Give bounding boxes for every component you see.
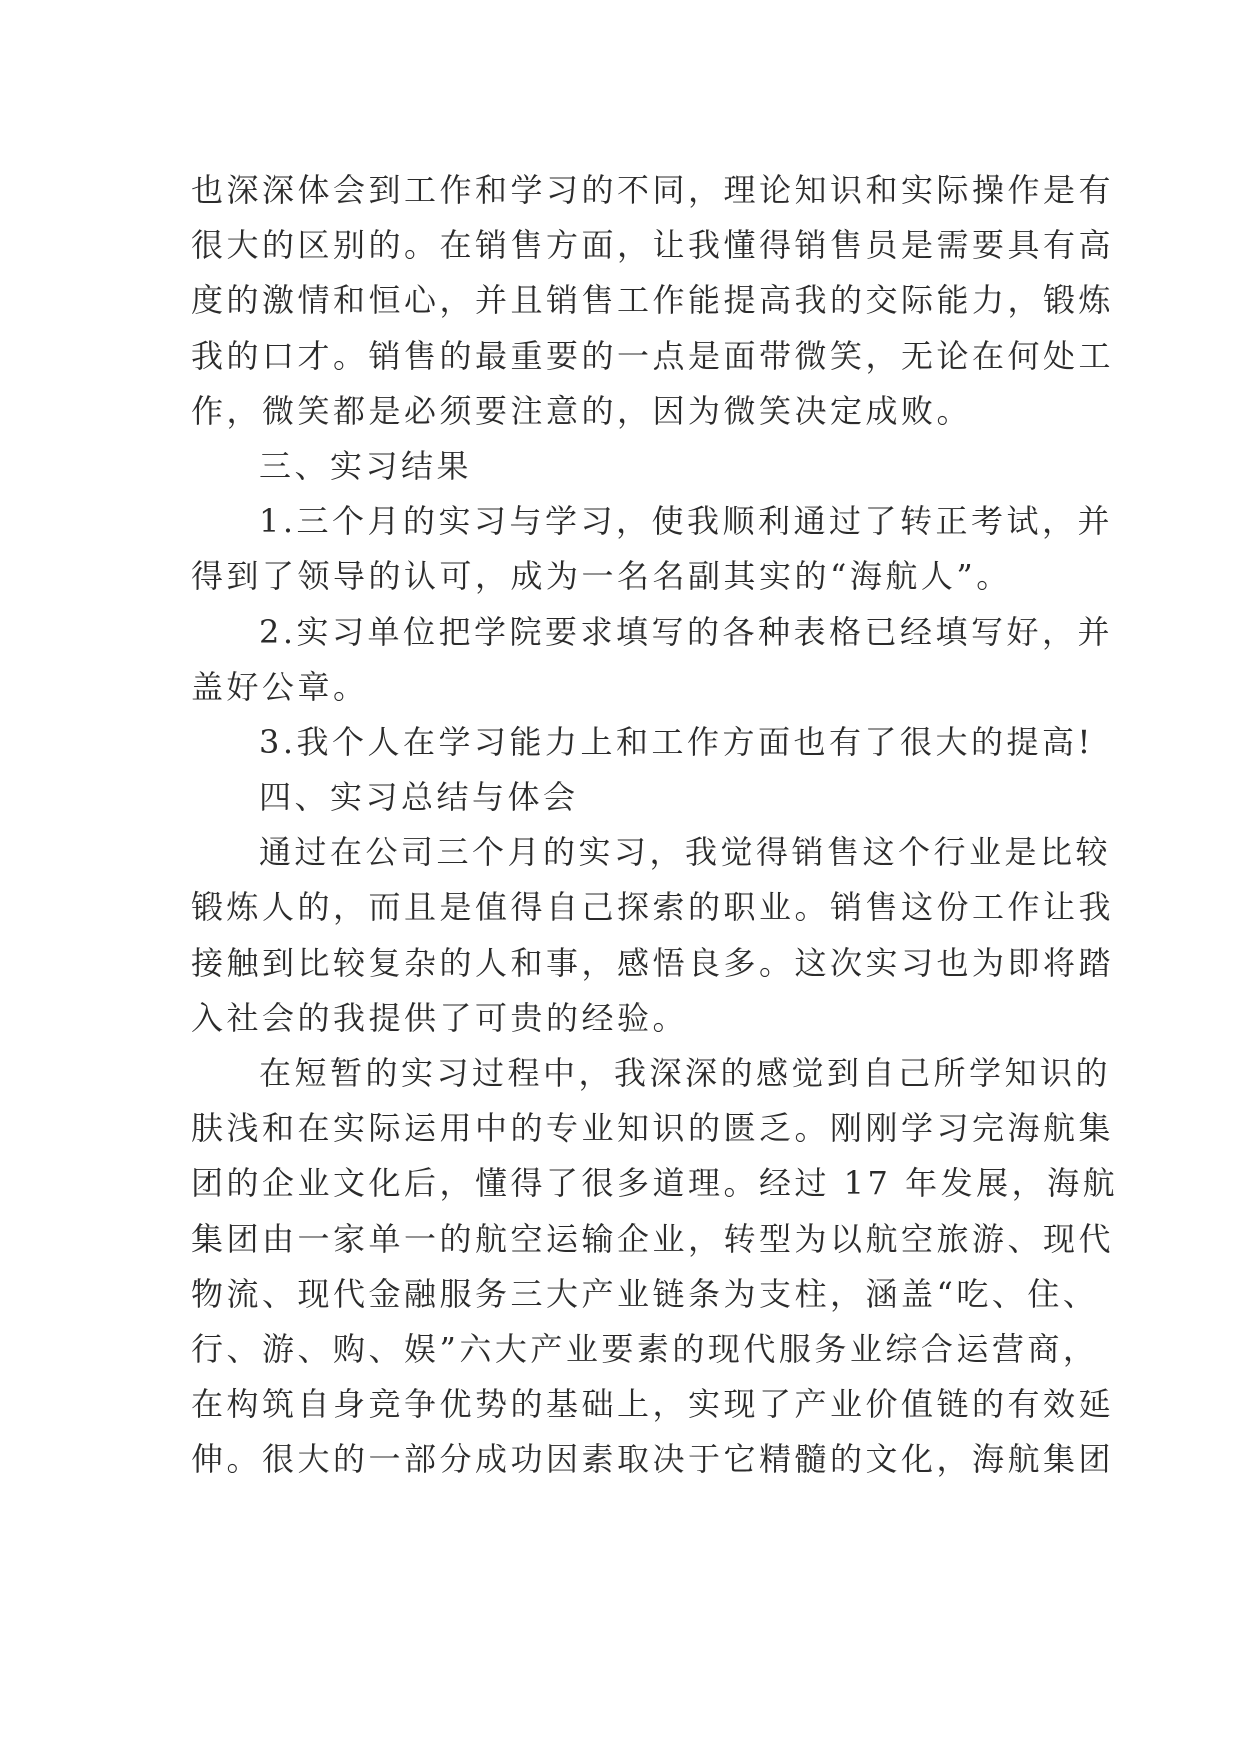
text-line: 接触到比较复杂的人和事，感悟良多。这次实习也为即将踏 bbox=[191, 943, 1115, 982]
text-line: 很大的区别的。在销售方面，让我懂得销售员是需要具有高 bbox=[191, 226, 1115, 265]
list-item: 1.三个月的实习与学习，使我顺利通过了转正考试，并 bbox=[259, 502, 1114, 541]
text-line: 在构筑自身竞争优势的基础上，实现了产业价值链的有效延 bbox=[191, 1385, 1115, 1424]
text-line: 行、游、购、娱”六大产业要素的现代服务业综合运营商， bbox=[191, 1329, 1099, 1368]
text-line: 我的口才。销售的最重要的一点是面带微笑，无论在何处工 bbox=[191, 336, 1115, 375]
section-heading: 四、实习总结与体会 bbox=[259, 778, 579, 817]
text-line: 团的企业文化后，懂得了很多道理。经过 17 年发展，海航 bbox=[191, 1164, 1119, 1203]
section-heading: 三、实习结果 bbox=[259, 446, 473, 485]
text-line: 作，微笑都是必须要注意的，因为微笑决定成败。 bbox=[191, 391, 973, 430]
paragraph-start: 在短暂的实习过程中，我深深的感觉到自己所学知识的 bbox=[259, 1054, 1112, 1092]
text-line: 入社会的我提供了可贵的经验。 bbox=[191, 998, 689, 1037]
text-line: 集团由一家单一的航空运输企业，转型为以航空旅游、现代 bbox=[191, 1219, 1115, 1258]
paragraph-start: 通过在公司三个月的实习，我觉得销售这个行业是比较 bbox=[259, 833, 1112, 872]
text-line: 得到了领导的认可，成为一名名副其实的“海航人”。 bbox=[191, 557, 1012, 596]
text-line: 物流、现代金融服务三大产业链条为支柱，涵盖“吃、住、 bbox=[191, 1274, 1099, 1313]
text-line: 肤浅和在实际运用中的专业知识的匮乏。刚刚学习完海航集 bbox=[191, 1109, 1115, 1148]
text-line: 也深深体会到工作和学习的不同，理论知识和实际操作是有 bbox=[191, 171, 1115, 209]
list-item: 2.实习单位把学院要求填写的各种表格已经填写好，并 bbox=[259, 612, 1114, 651]
list-item: 3.我个人在学习能力上和工作方面也有了很大的提高! bbox=[259, 722, 1094, 761]
text-line: 锻炼人的，而且是值得自己探索的职业。销售这份工作让我 bbox=[191, 888, 1115, 927]
text-line: 伸。很大的一部分成功因素取决于它精髓的文化，海航集团 bbox=[191, 1440, 1115, 1479]
body-text bbox=[191, 163, 1119, 1488]
text-line: 度的激情和恒心，并且销售工作能提高我的交际能力，锻炼 bbox=[191, 281, 1115, 320]
text-line: 盖好公章。 bbox=[191, 667, 369, 706]
